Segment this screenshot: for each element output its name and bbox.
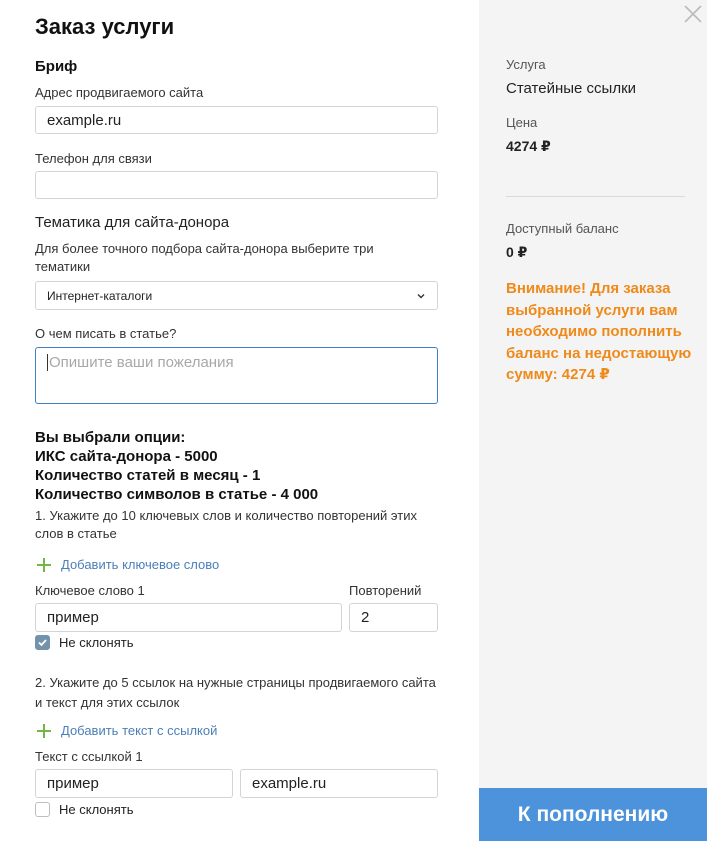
option-line: ИКС сайта-донора - 5000 [35,448,218,465]
site-address-label: Адрес продвигаемого сайта [35,85,204,100]
add-link-text-label: Добавить текст с ссылкой [61,723,218,738]
repeat-label: Повторений [349,583,422,598]
text-cursor [47,354,48,371]
page-title: Заказ услуги [35,14,175,39]
keyword-1-input[interactable]: пример [35,603,342,632]
site-address-input[interactable]: example.ru [35,106,438,134]
check-icon [37,637,48,648]
keywords-hint: 1. Укажите до 10 ключевых слов и количество повторений этих слов в статье [35,508,417,541]
link-no-decline-checkbox[interactable] [35,802,50,817]
links-hint: 2. Укажите до 5 ссылок на нужные страницы продвигаемого сайта и текст для этих ссылок [35,675,436,710]
service-label: Услуга [506,57,546,72]
option-line: Количество символов в статье - 4 000 [35,486,319,503]
keyword-no-decline[interactable] [35,635,133,650]
brief-section-title: Бриф [35,58,78,75]
add-keyword-label: Добавить ключевое слово [61,557,220,572]
topic-hint: Для более точного подбора сайта-донора выберите три тематики [35,241,374,274]
price-label: Цена [506,115,538,130]
topic-select[interactable] [35,281,438,310]
add-link-text-link[interactable] [37,723,217,738]
topic-select-value: Интернет-каталоги [47,288,153,303]
article-topic-label: О чем писать в статье? [35,326,177,341]
chevron-down-icon [416,291,426,301]
link-text-1-input[interactable]: пример [35,769,233,798]
balance-value: 0 ₽ [506,244,528,260]
add-keyword-link[interactable] [37,557,219,572]
keyword-1-label: Ключевое слово 1 [35,583,145,598]
topup-button[interactable]: К пополнению [479,788,707,841]
price-value: 4274 ₽ [506,138,551,154]
article-wishes-textarea[interactable] [35,347,438,404]
keyword-no-decline-checkbox[interactable] [35,635,50,650]
keyword-no-decline-label: Не склонять [59,635,134,650]
link-no-decline-label: Не склонять [59,802,134,817]
repeat-count-input[interactable]: 2 [349,603,438,632]
option-line: Количество статей в месяц - 1 [35,467,261,484]
selected-options [35,428,318,504]
phone-input[interactable] [35,171,438,199]
insufficient-balance-warning: Внимание! Для заказа выбранной услуги вам необходимо пополнить баланс на недостающую сумму: 4274 ₽ [506,280,692,383]
link-url-1-input[interactable]: example.ru [240,769,438,798]
link-text-1-label: Текст с ссылкой 1 [35,749,143,764]
article-wishes-placeholder: Опишите ваши пожелания [49,354,234,371]
close-icon[interactable] [683,4,703,24]
phone-label: Телефон для связи [35,151,152,166]
options-heading: Вы выбрали опции: [35,429,186,446]
plus-icon [37,558,51,572]
topic-title: Тематика для сайта-донора [35,214,230,231]
service-value: Статейные ссылки [506,80,637,97]
summary-divider [506,196,685,197]
balance-label: Доступный баланс [506,221,619,236]
plus-icon [37,724,51,738]
link-no-decline[interactable] [35,802,133,817]
